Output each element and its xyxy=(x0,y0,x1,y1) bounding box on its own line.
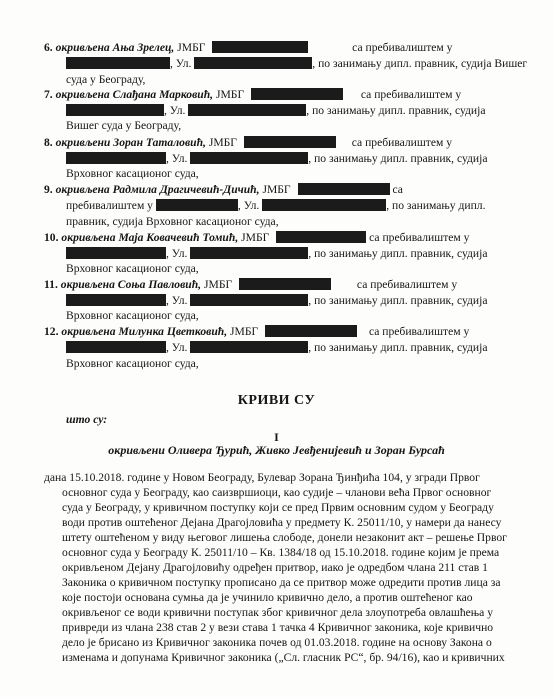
defendant-number: 10. xyxy=(44,231,59,244)
occupation-text: , по занимању дипл. правник, судија xyxy=(308,152,488,165)
defendant-12-line-3 xyxy=(66,357,199,371)
street-label: , Ул. xyxy=(166,294,188,307)
jmbg-label: ЈМБГ xyxy=(177,41,206,54)
body-line: суда у Београду, у кривичном поступку који се пред Првим основним судом у Београду xyxy=(62,501,494,514)
residence-label: са пребивалиштем у xyxy=(368,325,470,338)
body-line: окривљеног се води кривични поступак због кривичног дела злоупотреба овлашћења у xyxy=(62,606,494,619)
street-label: , Ул. xyxy=(166,341,188,354)
residence-label: са пребивалиштем у xyxy=(369,231,470,244)
occupation-text: , по занимању дипл. правник, судија xyxy=(306,104,486,117)
street-label: , Ул. xyxy=(170,57,192,70)
residence-label: са xyxy=(392,183,403,196)
defendant-11-line-2 xyxy=(66,294,488,308)
defendant-6-line-1 xyxy=(44,41,452,55)
defendant-11-line-3 xyxy=(66,309,199,323)
defendant-7-line-3 xyxy=(66,119,181,133)
defendant-8-line-1 xyxy=(44,136,452,150)
defendant-12-line-2 xyxy=(66,341,488,355)
verdict-heading: КРИВИ СУ xyxy=(237,393,316,408)
redaction-bar xyxy=(190,341,308,353)
body-line: основног суда у Београду, као саизвршиоци, као судије – чланови већа Првог основног xyxy=(62,486,492,499)
redaction-bar xyxy=(262,199,386,211)
occupation-text: , по занимању дипл. правник, судија Вишег xyxy=(312,57,528,70)
redaction-bar xyxy=(66,57,170,69)
defendant-10-line-3 xyxy=(66,262,199,276)
street-label: , Ул. xyxy=(166,247,188,260)
redaction-bar xyxy=(244,136,336,148)
redaction-bar xyxy=(66,247,166,259)
body-line: основног суда у Београду К. 25011/10 – Кв. 1384/18 од 15.10.2018. године којим је према xyxy=(62,546,500,559)
redaction-bar xyxy=(66,152,166,164)
court-text: Врховног касационог суда, xyxy=(66,167,199,180)
redaction-bar xyxy=(190,294,308,306)
defendant-8-line-3 xyxy=(66,167,199,181)
residence-label: са пребивалиштем у xyxy=(360,88,462,101)
jmbg-label: ЈМБГ xyxy=(215,88,245,101)
defendant-number: 8. xyxy=(44,136,53,149)
street-label: , Ул. xyxy=(237,199,260,212)
redaction-bar xyxy=(265,325,357,337)
defendant-11-line-1 xyxy=(44,278,457,292)
defendant-10-line-1 xyxy=(44,231,469,245)
defendant-name: Милунка Цветковић, xyxy=(118,325,228,338)
section-defendants: окривљени Оливера Ђурић, Живко Јевђенијевић и Зоран Бурсаћ xyxy=(108,443,445,457)
body-line: изменама и допунама Кривичног законика („Сл. гласник РС“, бр. 94/16), као и кривичних xyxy=(62,651,505,664)
court-text: Вишег суда у Београду, xyxy=(66,119,182,132)
defendant-12-line-1 xyxy=(44,325,469,339)
redaction-bar xyxy=(190,247,308,259)
defendant-name: Ања Зрелец, xyxy=(112,41,175,54)
defendant-name: Слађана Марковић, xyxy=(112,88,214,101)
street-label: , Ул. xyxy=(166,152,188,165)
defendant-title: окривљена xyxy=(55,88,110,101)
defendant-9-line-2 xyxy=(66,199,486,213)
court-text: Врховног касационог суда, xyxy=(66,357,199,370)
redaction-bar xyxy=(156,199,238,211)
occupation-text: , по занимању дипл. правник, судија xyxy=(308,341,488,354)
body-line: Законика о кривичном поступку прописано да се притвор може одредити против лица за xyxy=(62,576,501,589)
defendant-number: 7. xyxy=(44,88,53,101)
defendant-7-line-2 xyxy=(66,104,486,118)
defendant-title: окривљени xyxy=(55,136,111,149)
defendant-9-line-3 xyxy=(66,215,279,229)
court-text: суда у Београду, xyxy=(66,73,146,86)
defendant-title: окривљена xyxy=(61,325,116,338)
redaction-bar xyxy=(66,341,166,353)
jmbg-label: ЈМБГ xyxy=(241,231,270,244)
redaction-bar xyxy=(66,104,164,116)
defendant-title: окривљена xyxy=(55,41,110,54)
residence-label: са пребивалиштем у xyxy=(352,41,453,54)
jmbg-label: ЈМБГ xyxy=(208,136,238,149)
body-line: дело је брисано из Кривичног законика почев од 01.03.2018. године на основу Закона о xyxy=(62,636,492,649)
jmbg-label: ЈМБГ xyxy=(230,325,259,338)
body-line: води против оштећеног Дејана Драгојловића у предмету К. 25011/10, у намери да нанесу xyxy=(62,516,502,529)
defendant-number: 11. xyxy=(44,278,58,291)
defendant-name: Маја Ковачевић Томић, xyxy=(118,231,239,244)
redaction-bar xyxy=(190,152,308,164)
defendant-number: 12. xyxy=(44,325,59,338)
court-text: Врховног касационог суда, xyxy=(66,309,199,322)
jmbg-label: ЈМБГ xyxy=(204,278,233,291)
occupation-text: , по занимању дипл. правник, судија xyxy=(308,294,488,307)
defendant-title: окривљена xyxy=(55,183,110,196)
defendant-name: Зоран Таталовић, xyxy=(113,136,206,149)
defendant-6-line-3 xyxy=(66,73,145,87)
redaction-bar xyxy=(276,231,366,243)
court-text: правник, судија Врховног касационог суда, xyxy=(66,215,279,228)
redaction-bar xyxy=(66,294,166,306)
defendant-name: Радмила Драгичевић-Дичић, xyxy=(112,183,260,196)
defendant-7-line-1 xyxy=(44,88,461,102)
defendant-name: Соња Павловић, xyxy=(117,278,202,291)
defendant-title: окривљена xyxy=(61,231,116,244)
defendant-10-line-2 xyxy=(66,247,488,261)
occupation-text: , по занимању дипл. xyxy=(386,199,486,212)
body-line: окривљеном Дејану Драгојловићу одређен притвор, иако је одредбом члана 211 став 1 xyxy=(62,561,488,574)
redaction-bar xyxy=(194,57,312,69)
defendant-number: 6. xyxy=(44,41,53,54)
because-label: што су: xyxy=(66,413,108,426)
residence-label: са пребивалиштем у xyxy=(356,278,458,291)
occupation-text: , по занимању дипл. правник, судија xyxy=(308,247,488,260)
redaction-bar xyxy=(298,183,390,195)
redaction-bar xyxy=(251,88,343,100)
defendant-title: окривљена xyxy=(60,278,115,291)
defendant-8-line-2 xyxy=(66,152,488,166)
redaction-bar xyxy=(239,278,331,290)
body-line: дана 15.10.2018. године у Новом Београду, Булевар Зорана Ђинђића 104, у згради Првог xyxy=(44,471,480,484)
court-text: Врховног касационог суда, xyxy=(66,262,199,275)
body-line: штету оштећеном у виду његовог лишења слободе, донели незаконит акт – решење Првог xyxy=(62,531,507,544)
jmbg-label: ЈМБГ xyxy=(262,183,291,196)
body-line: привреди из члана 238 став 2 у вези става 1 тачка 4 Кривичног законика, које кривично xyxy=(62,621,494,634)
body-line: које постоји основана сумња да је учинило кривично дело, а против оштећеног као xyxy=(62,591,473,604)
redaction-bar xyxy=(188,104,306,116)
residence-label: пребивалиштем у xyxy=(66,199,153,212)
redaction-bar xyxy=(212,41,308,53)
defendant-6-line-2 xyxy=(66,57,527,71)
section-numeral: I xyxy=(274,430,279,444)
residence-label: са пребивалиштем у xyxy=(351,136,453,149)
defendant-9-line-1 xyxy=(44,183,403,197)
street-label: , Ул. xyxy=(164,104,186,117)
defendant-number: 9. xyxy=(44,183,53,196)
